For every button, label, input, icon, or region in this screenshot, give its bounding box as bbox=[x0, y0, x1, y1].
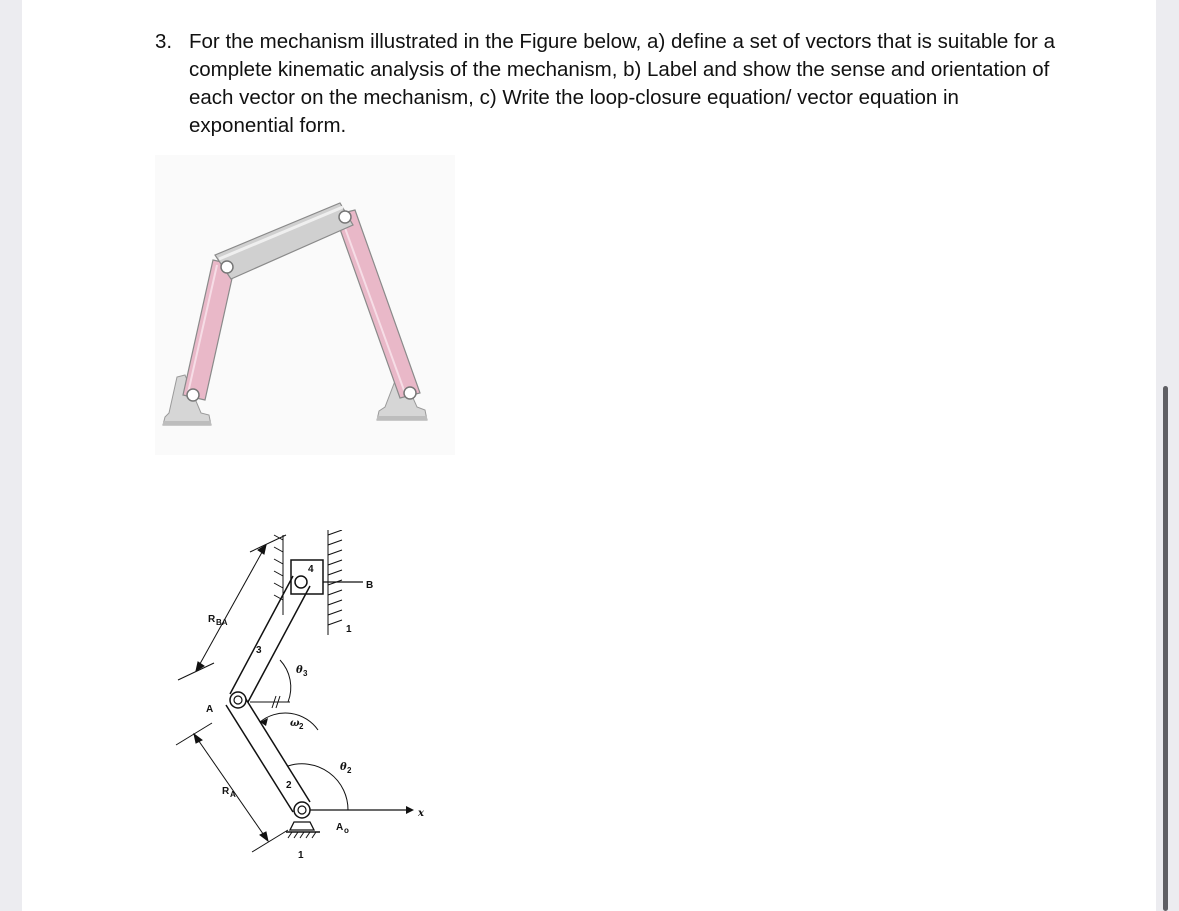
omega2-label: ω bbox=[290, 718, 300, 729]
omega2-subscript: 2 bbox=[299, 722, 304, 731]
theta3-arc bbox=[280, 660, 291, 702]
r-ba-subscript: BA bbox=[216, 618, 228, 627]
scrollbar-track[interactable] bbox=[1157, 0, 1179, 911]
x-axis-label: x bbox=[418, 808, 424, 819]
x-axis bbox=[310, 806, 414, 814]
link2-label: 2 bbox=[286, 780, 292, 791]
point-ao-subscript: o bbox=[344, 826, 349, 835]
question-3 bbox=[155, 28, 1055, 140]
r-ba-label: R bbox=[208, 614, 216, 625]
scrollbar-thumb[interactable] bbox=[1163, 386, 1168, 911]
theta3-label: θ bbox=[296, 665, 303, 676]
point-a-label: A bbox=[206, 704, 214, 715]
theta3-subscript: 3 bbox=[303, 669, 308, 678]
slider-crank-schematic bbox=[168, 530, 448, 875]
r-a-label: R bbox=[222, 786, 230, 797]
slider-block bbox=[291, 560, 323, 594]
r-ba-dimension bbox=[178, 535, 286, 680]
omega2-arc bbox=[260, 713, 318, 730]
r-a-dimension bbox=[176, 723, 288, 852]
coupler-link-3 bbox=[230, 576, 310, 702]
question-number: 3. bbox=[155, 30, 173, 53]
bottom-ground bbox=[286, 822, 320, 838]
theta2-label: θ bbox=[340, 762, 347, 773]
question-text: For the mechanism illustrated in the Figure below, a) define a set of vectors that is suitable for a complete kinematic analysis of the mechanism, b) Label and show the sense and orientation of each vector on the mechanism, c) Write the loop-closure equation/ vector equation in exponential form. bbox=[189, 30, 1055, 137]
ground-right-label: 1 bbox=[346, 624, 352, 635]
link4-label: 4 bbox=[308, 564, 314, 575]
r-a-subscript: A bbox=[230, 790, 236, 799]
theta2-subscript: 2 bbox=[347, 766, 352, 775]
link3-label: 3 bbox=[256, 645, 262, 656]
ground-bottom-label: 1 bbox=[298, 850, 304, 861]
four-bar-linkage-figure bbox=[155, 155, 455, 455]
point-ao-label: A bbox=[336, 822, 344, 833]
point-b-label: B bbox=[366, 580, 374, 591]
